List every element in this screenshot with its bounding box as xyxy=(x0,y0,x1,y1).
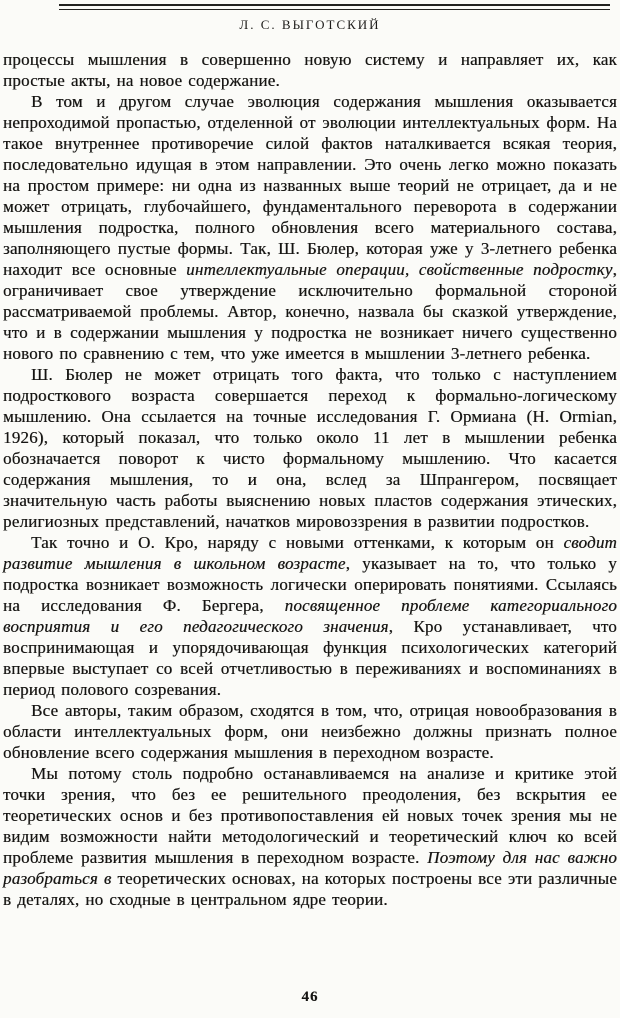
page-number: 46 xyxy=(301,989,319,1005)
page-text-body xyxy=(3,49,617,910)
paragraph xyxy=(3,763,617,910)
paragraph xyxy=(3,364,617,532)
text-segment: Мы потому столь подробно останавливаемся на анализе и критике этой точки зрения, что без ее решительного преодоления, без вскрытия ее теоретических основ и без противопоставления ей новых точек зрения мы не видим возможности найти методологический и теоретический ключ ко всей проблеме развития мышления в переходном возрасте. xyxy=(3,764,617,867)
text-segment: , указывает на то, что только у подростка возникает возможность логически оперировать понятиями. Ссылаясь на исследования Ф. Бергера, xyxy=(3,554,617,615)
paragraph xyxy=(3,49,617,91)
text-segment: , Кро устанавливает, что воспринимающая и упорядочивающая функция психологических категорий впервые выступает со всей отчетливостью в переживаниях и воспоминаниях в период полового созревания. xyxy=(3,617,617,699)
emphasized-text-segment: сводит развитие мышления в школьном возрасте xyxy=(3,533,617,573)
text-segment: Так точно и О. Кро, наряду с новыми оттенками, к которым он xyxy=(31,533,564,552)
text-segment: Ш. Бюлер не может отрицать того факта, что только с наступлением подросткового возраста совершается переход к формально-логическому мышлению. Она ссылается на точные исследования Г. Ормиана (H. Ormian, 1926), который показал, что только около 11 лет в мышлении ребенка обозначается поворот к чисто формальному мышлению. Что касается содержания мышления, то и она, вслед за Шпрангером, посвящает значительную часть работы выяснению новых пластов содержания этических, религиозных представлений, начатков мировоззрения в развитии подростков. xyxy=(3,365,617,531)
emphasized-text-segment: интеллектуальные операции, свойственные подростку xyxy=(186,260,613,279)
text-segment: В том и другом случае эволюция содержания мышления оказывается непроходимой пропастью, отделенной от эволюции интеллектуальных форм. На такое внутреннее противоречие силой фактов наталкивается всякая теория, последовательно идущая в этом направлении. Это очень легко можно показать на простом примере: ни одна из названных выше теорий не отрицает, да и не может отрицать, глубочайшего, фундаментального переворота в содержании мышления подростка, полного обновления всего материального состава, заполняющего пустые формы. Так, Ш. Бюлер, которая уже у 3-летнего ребенка находит все основные xyxy=(3,92,617,279)
text-segment: Все авторы, таким образом, сходятся в том, что, отрицая новообразования в области интеллектуальных форм, они неизбежно должны признать полное обновление всего содержания мышления в переходном возрасте. xyxy=(3,701,617,762)
running-header-author: Л. С. ВЫГОТСКИЙ xyxy=(239,17,381,32)
text-segment: , ограничивает свое утверждение исключительно формальной стороной рассматриваемой проблемы. Автор, конечно, назвала бы сказкой утверждение, что и в содержании мышления у подростка не возникает ничего существенно нового по сравнению с тем, что уже имеется в мышлении 3-летнего ребенка. xyxy=(3,260,617,363)
emphasized-text-segment: посвященное проблеме категориального восприятия и его педагогического значения xyxy=(3,596,617,636)
text-segment: теоретических основах, на которых построены все эти различные в деталях, но сходные в центральном ядре теории. xyxy=(3,869,617,909)
emphasized-text-segment: Поэтому для нас важно разобраться в xyxy=(3,848,617,888)
paragraph xyxy=(3,700,617,763)
paragraph xyxy=(3,91,617,364)
text-segment: процессы мышления в совершенно новую систему и направляет их, как простые акты, на новое содержание. xyxy=(3,50,617,90)
paragraph xyxy=(3,532,617,700)
header-double-rule xyxy=(59,4,610,10)
